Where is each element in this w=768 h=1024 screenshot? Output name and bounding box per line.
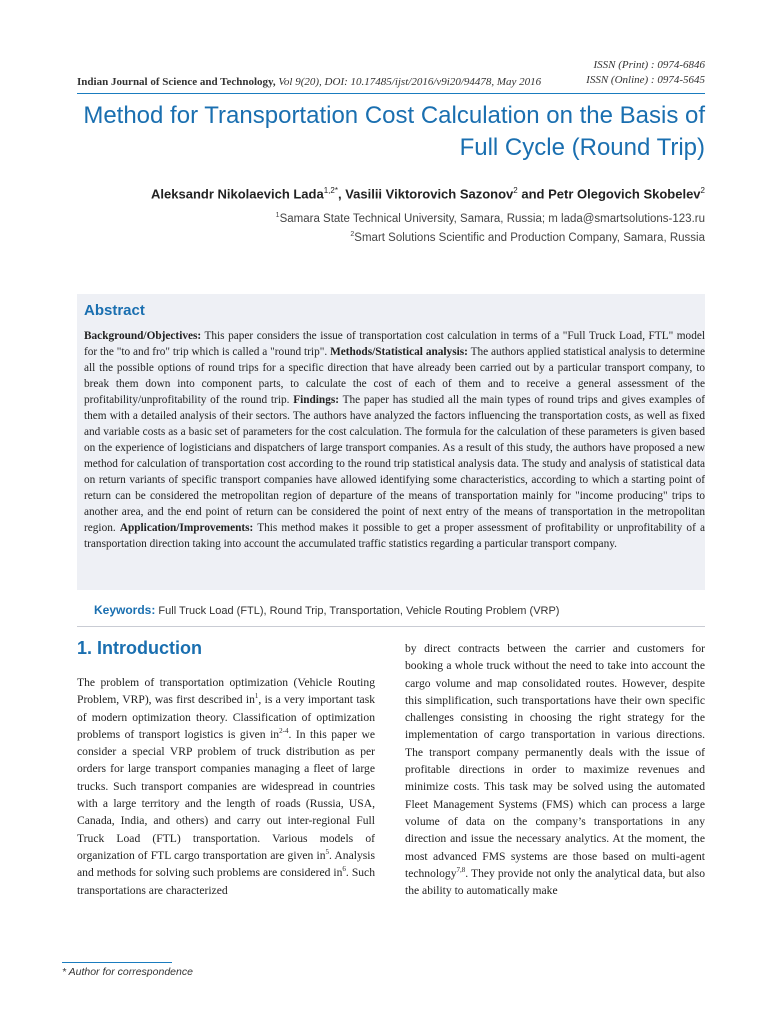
keywords-line bbox=[94, 603, 559, 617]
citation-ref: 2-4 bbox=[279, 727, 289, 736]
author-list bbox=[151, 186, 705, 201]
journal-name: Indian Journal of Science and Technology, bbox=[77, 76, 276, 88]
intro-text: . In this paper we consider a special VRP problem of truck distribution as per orders for large transport companies managing a fleet of large trucks. Such transport companies are widespread in countries with a large territory and the length of roads (Russia, USA, Canada, India, and others) and carry out inter-regional Full Truck Load (FTL) transportation. Various models of organization of FTL cargo transportation are given in bbox=[77, 727, 375, 862]
abstract-methods-label: Methods/Statistical analysis: bbox=[330, 346, 468, 358]
affiliation-1 bbox=[276, 212, 705, 225]
abstract-findings-text: The paper has studied all the main types of round trips and gives examples of them with a detailed analysis of their sectors. The authors have analyzed the factors influencing the transportation costs, as well as fixed and variable costs as a basic set of parameters for the cost calculation. The formula for the calculation of these parameters is given based on the experience of logisticians and dispatchers of large transport companies. As a result of this study, the authors have proposed a new method for calculation of transportation cost according to the round trip statistical analysis data. The study and analysis of statistical data on return variants of specific transport companies have allowed identifying some characteristics, according to which a starting point of return can be considered the metropolitan region of departure of the means of transportation mainly for "income producing" trips to another area, and the end point of return can be considered the point of next entry of the means of transportation in the metropolitan region. bbox=[84, 394, 705, 534]
journal-citation bbox=[77, 76, 541, 88]
intro-text: , is a very important task of modern optimization theory. Classification of optimization problems of transport logistics is given in bbox=[77, 693, 375, 741]
affiliation-1-marker: 1 bbox=[275, 212, 280, 219]
author-3-affil: 2 bbox=[700, 186, 705, 195]
author-separator: and bbox=[517, 186, 549, 202]
intro-right-column bbox=[405, 640, 705, 899]
intro-text: . Analysis and methods for solving such problems are considered in bbox=[77, 848, 375, 880]
intro-text: . They provide not only the analytical data, but also the ability to automatically make bbox=[405, 866, 705, 898]
author-3: Petr Olegovich Skobelev bbox=[548, 186, 701, 202]
abstract-bg-text: This paper considers the issue of transportation cost calculation in terms of a "Full Truck Load, FTL" model for the "to and fro" trip which is called a "round trip". bbox=[84, 330, 705, 358]
issn-online: ISSN (Online) : 0974-5645 bbox=[586, 74, 705, 86]
abstract-application-text: This method makes it possible to get a proper assessment of profitability or unprofitability of a transportation direction taking into account the accumulated traffic statistics regarding a particular transport company. bbox=[84, 522, 705, 550]
citation-ref: 5 bbox=[325, 848, 329, 857]
abstract-heading: Abstract bbox=[84, 302, 145, 319]
keywords-rule bbox=[77, 626, 705, 627]
intro-text: The problem of transportation optimization (Vehicle Routing Problem, VRP), was first described in bbox=[77, 676, 375, 707]
footnote-rule bbox=[62, 962, 172, 963]
intro-text: . Such transportations are characterized bbox=[77, 866, 375, 897]
affiliation-2 bbox=[350, 231, 705, 244]
keywords-label: Keywords: bbox=[94, 603, 156, 617]
abstract-findings-label: Findings: bbox=[293, 394, 340, 406]
intro-left-column bbox=[77, 674, 375, 899]
journal-details: Vol 9(20), DOI: 10.17485/ijst/2016/v9i20/94478, May 2016 bbox=[278, 76, 542, 88]
abstract-methods-text: The authors applied statistical analysis to determine all the possible options of round trips for a specific direction that have already been carried out by a particular transport company, to break them down into component parts, to calculate the cost of each of them and to receive a general assessment of the profitability/unprofitability of the round trip. bbox=[84, 346, 706, 406]
abstract-application-label: Application/Improvements: bbox=[119, 522, 254, 534]
issn-print: ISSN (Print) : 0974-6846 bbox=[593, 59, 705, 71]
citation-ref: 6 bbox=[342, 865, 346, 874]
footnote-correspondence: * Author for correspondence bbox=[62, 966, 193, 978]
author-2: Vasilii Viktorovich Sazonov bbox=[345, 186, 514, 202]
abstract-text bbox=[84, 328, 705, 552]
issn-block bbox=[586, 58, 705, 88]
abstract-bg-label: Background/Objectives: bbox=[84, 330, 202, 342]
section-heading-introduction: 1. Introduction bbox=[77, 638, 202, 658]
author-2-affil: 2 bbox=[513, 186, 518, 195]
header-rule bbox=[77, 93, 705, 94]
paper-title: Method for Transportation Cost Calculation on the Basis of Full Cycle (Round Trip) bbox=[83, 102, 705, 161]
author-1-affil: 1,2* bbox=[323, 186, 338, 195]
author-separator: , bbox=[337, 186, 346, 202]
author-1: Aleksandr Nikolaevich Lada bbox=[151, 186, 324, 202]
intro-text: by direct contracts between the carrier and customers for booking a whole truck without the need to take into account the cargo volume and map consolidated routes. However, despite this simplification, such transportations have their own specific challenges consisting in choosing the right strategy for the implementation of cargo transportation in various directions. The transport company permanently deals with the issue of profitable directions in order to maximize revenues and minimize costs. This task may be solved using the automated Fleet Management Systems (FMS) which can process a large volume of data on the company’s transportations in any direction and issue the necessary analytics. At the moment, the most advanced FMS systems are those based on multi-agent technology bbox=[405, 642, 705, 880]
affiliation-1-text: Samara State Technical University, Samara, Russia; m lada@smartsolutions-123.ru bbox=[279, 212, 705, 225]
keywords-text: Full Truck Load (FTL), Round Trip, Transportation, Vehicle Routing Problem (VRP) bbox=[155, 605, 560, 617]
citation-ref: 1 bbox=[254, 692, 259, 701]
citation-ref: 7,8 bbox=[456, 866, 466, 874]
affiliation-2-text: Smart Solutions Scientific and Production Company, Samara, Russia bbox=[354, 231, 705, 244]
affiliation-2-marker: 2 bbox=[350, 231, 355, 238]
